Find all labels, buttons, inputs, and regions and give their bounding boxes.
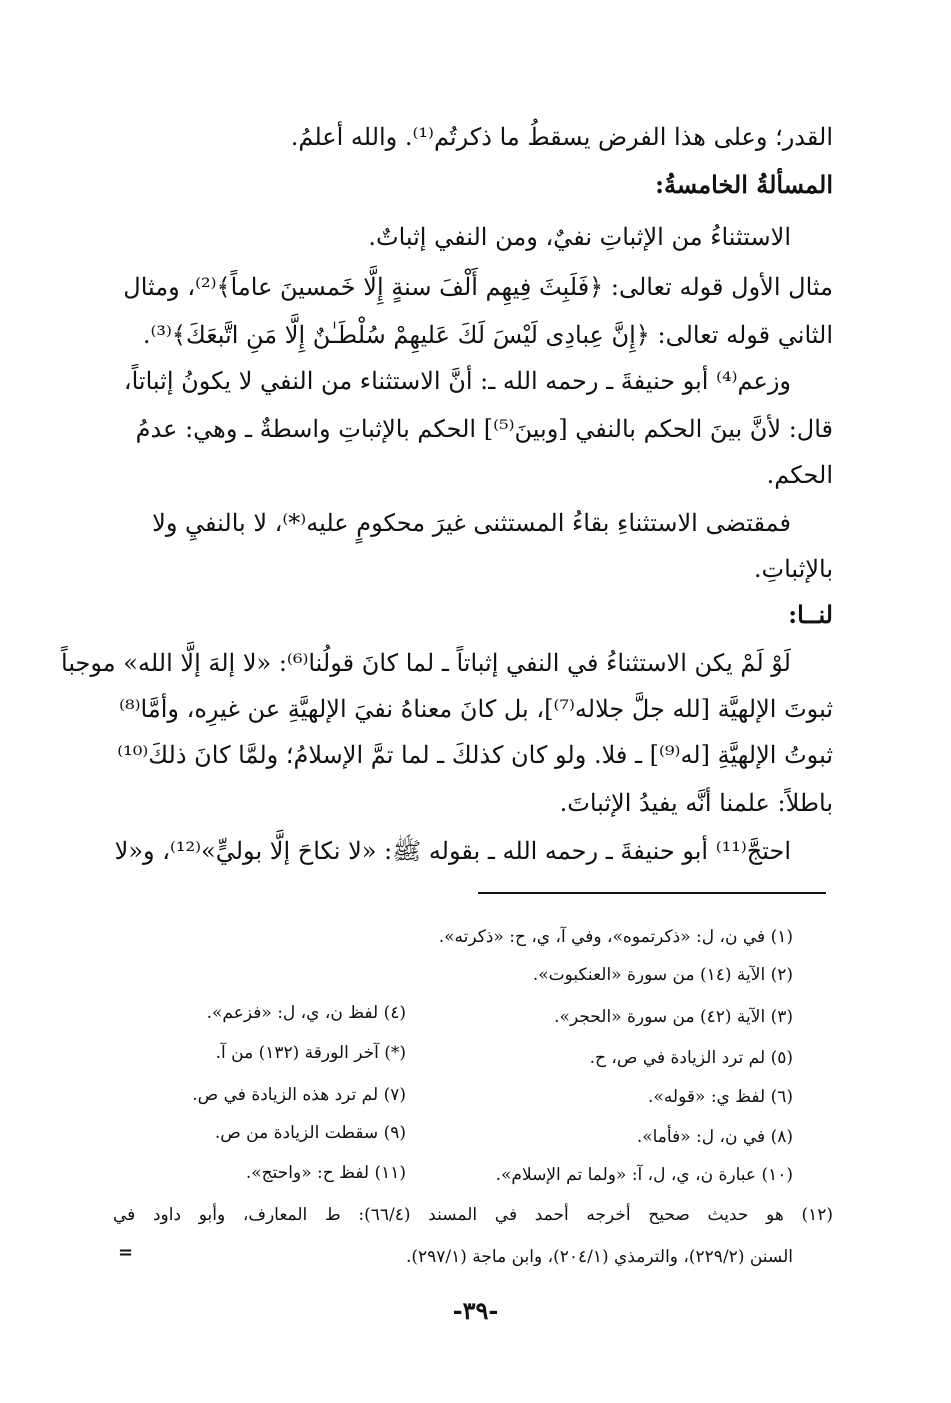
footnote-3: (٣) الآية (٤٢) من سورة «الحجر». bbox=[554, 1007, 793, 1027]
footnote-2: (٢) الآية (١٤) من سورة «العنكبوت». bbox=[532, 965, 793, 985]
body-line-8: الحكم. bbox=[766, 461, 833, 489]
body-line-3: الاستثناءُ من الإثباتِ نفيٌ، ومن النفي إثباتٌ. bbox=[368, 223, 791, 251]
page-number: -٣٩- bbox=[452, 1296, 499, 1325]
footnote-separator bbox=[478, 892, 826, 894]
body-line-14: ثبوتُ الإلهيَّةِ [له⁽⁹⁾] ـ فلا. ولو كان كذلكَ ـ لما تمَّ الإسلامُ؛ ولمَّا كانَ ذلكَ⁽¹⁰⁾ bbox=[117, 741, 833, 769]
footnote-12-line-1: (١٢) هو حديث صحيح أخرجه أحمد في المسند (٦٦/٤): ط المعارف، وأبو داود في bbox=[113, 1205, 833, 1225]
body-line-7: قال: لأنَّ بينَ الحكم بالنفي [وبينَ⁽⁵⁾] الحكم بالإثباتِ واسطةٌ ـ وهي: عدمُ bbox=[135, 415, 833, 443]
body-line-12: لَوْ لَمْ يكن الاستثناءُ في النفي إثباتاً ـ لما كانَ قولُنا⁽⁶⁾: «لا إلهَ إلَّا الله» موجباً bbox=[61, 649, 791, 677]
body-line-16: احتجَّ⁽¹¹⁾ أبو حنيفةَ ـ رحمه الله ـ بقوله ﷺ: «لا نكاحَ إلَّا بوليٍّ»⁽¹²⁾، و«لا bbox=[114, 837, 791, 865]
body-line-5: الثاني قوله تعالى: ﴿إِنَّ عِبادِى لَيْسَ لَكَ عَليهِمْ سُلْطَـٰنٌ إِلَّا مَنِ اتَّبعَكَ﴾⁽³⁾. bbox=[142, 321, 833, 349]
body-line-15: باطلاً: علمنا أنَّه يفيدُ الإثباتَ. bbox=[559, 789, 833, 817]
footnote-1: (١) في ن، ل: «ذكرتموه»، وفي آ، ي، ح: «ذكرته». bbox=[438, 927, 793, 947]
body-line-9: فمقتضى الاستثناءِ بقاءُ المستثنى غيرَ محكومٍ عليه⁽*⁾، لا بالنفيِ ولا bbox=[152, 509, 791, 537]
footnote-10: (١٠) عبارة ن، ي، ل، آ: «ولما تم الإسلام». bbox=[495, 1165, 793, 1185]
footnote-11: (١١) لفظ ح: «واحتج». bbox=[245, 1163, 406, 1183]
section-heading: المسألةُ الخامسةُ: bbox=[655, 170, 833, 199]
body-line-1: القدر؛ وعلى هذا الفرض يسقطُ ما ذكرتُم⁽¹⁾. والله أعلمُ. bbox=[290, 123, 833, 151]
subsection-heading: لنــا: bbox=[788, 600, 833, 629]
footnote-4: (٤) لفظ ن، ي، ل: «فزعم». bbox=[206, 1003, 406, 1023]
body-line-6: وزعم⁽⁴⁾ أبو حنيفةَ ـ رحمه الله ـ: أنَّ الاستثناء من النفي لا يكونُ إثباتاً، bbox=[123, 367, 791, 395]
footnote-6: (٦) لفظ ي: «قوله». bbox=[648, 1087, 793, 1107]
footnote-8: (٨) في ن، ل: «فأما». bbox=[636, 1127, 793, 1147]
continuation-mark: = bbox=[118, 1242, 134, 1263]
body-line-10: بالإثباتِ. bbox=[753, 555, 833, 583]
body-line-13: ثبوتَ الإلهيَّة [لله جلَّ جلاله⁽⁷⁾]، بل كانَ معناهُ نفيَ الإلهيَّةِ عن غيرِه، وأمَّا⁽⁸⁾ bbox=[119, 695, 833, 723]
footnote-12-line-2: السنن (٢٢٩/٢)، والترمذي (٢٠٤/١)، وابن ماجة (٢٩٧/١). bbox=[405, 1247, 793, 1267]
footnote-5: (٥) لم ترد الزيادة في ص، ح. bbox=[589, 1048, 793, 1068]
footnote-7: (٧) لم ترد هذه الزيادة في ص. bbox=[192, 1085, 406, 1105]
footnote-star: (*) آخر الورقة (١٣٢) من آ. bbox=[215, 1043, 406, 1063]
footnote-9: (٩) سقطت الزيادة من ص. bbox=[214, 1123, 406, 1143]
body-line-4: مثال الأول قوله تعالى: ﴿فَلَبِثَ فِيهِم أَلْفَ سنةٍ إِلَّا خَمسينَ عاماً﴾⁽²⁾، ومثال bbox=[123, 273, 833, 301]
